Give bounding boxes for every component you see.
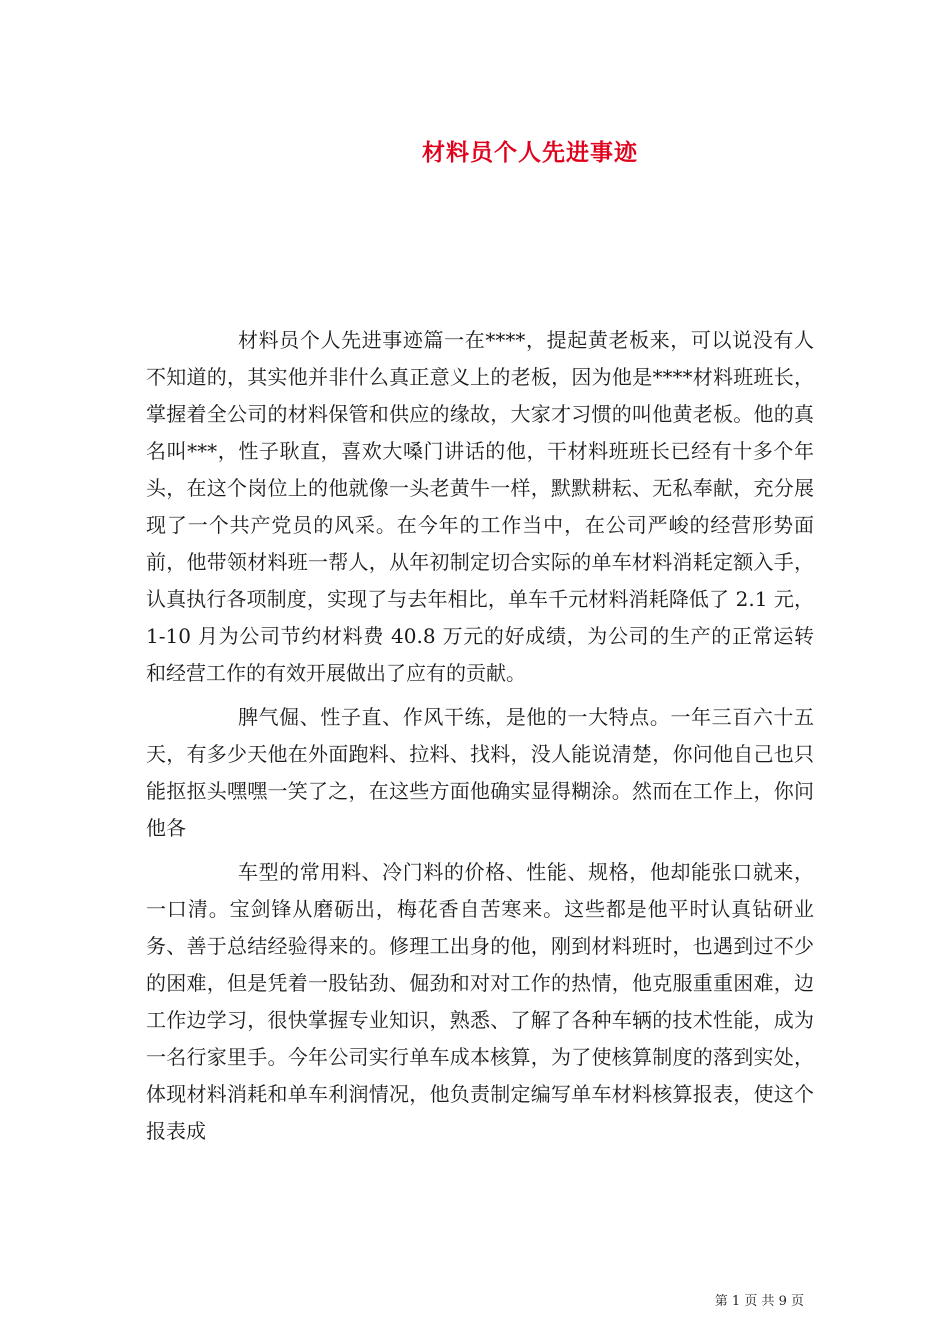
paragraph-2: 脾气倔、性子直、作风干练，是他的一大特点。一年三百六十五天，有多少天他在外面跑料、拉料、找料，没人能说清楚，你问他自己也只能抠抠头嘿嘿一笑了之，在这些方面他确实显得糊涂。然而在工作上，你问他各: [146, 705, 814, 840]
page-number: 第 1 页 共 9 页: [714, 1294, 804, 1309]
page-footer: [715, 1290, 804, 1309]
paragraph-3: 车型的常用料、冷门料的价格、性能、规格，他却能张口就来，一口清。宝剑锋从磨砺出，梅花香自苦寒来。这些都是他平时认真钻研业务、善于总结经验得来的。修理工出身的他，刚到材料班时，也遇到过不少的困难，但是凭着一股钻劲、倔劲和对对工作的热情，他克服重重困难，边工作边学习，很快掌握专业知识，熟悉、了解了各种车辆的技术性能，成为一名行家里手。今年公司实行单车成本核算，为了使核算制度的落到实处，体现材料消耗和单车利润情况，他负责制定编写单车材料核算报表，使这个报表成: [146, 860, 814, 1143]
paragraph-1: 材料员个人先进事迹篇一在****，提起黄老板来，可以说没有人不知道的，其实他并非什么真正意义上的老板，因为他是****材料班班长，掌握着全公司的材料保管和供应的缘故，大家才习惯的叫他黄老板。他的真名叫***，性子耿直，喜欢大嗓门讲话的他，干材料班班长已经有十多个年头，在这个岗位上的他就像一头老黄牛一样，默默耕耘、无私奉献，充分展现了一个共产党员的风采。在今年的工作当中，在公司严峻的经营形势面前，他带领材料班一帮人，从年初制定切合实际的单车材料消耗定额入手，认真执行各项制度，实现了与去年相比，单车千元材料消耗降低了 2.1 元，1-10 月为公司节约材料费 40.8 万元的好成绩，为公司的生产的正常运转和经营工作的有效开展做出了应有的贡献。: [146, 328, 814, 685]
document-title: 材料员个人先进事迹: [422, 139, 638, 166]
document-body: [146, 322, 814, 1150]
